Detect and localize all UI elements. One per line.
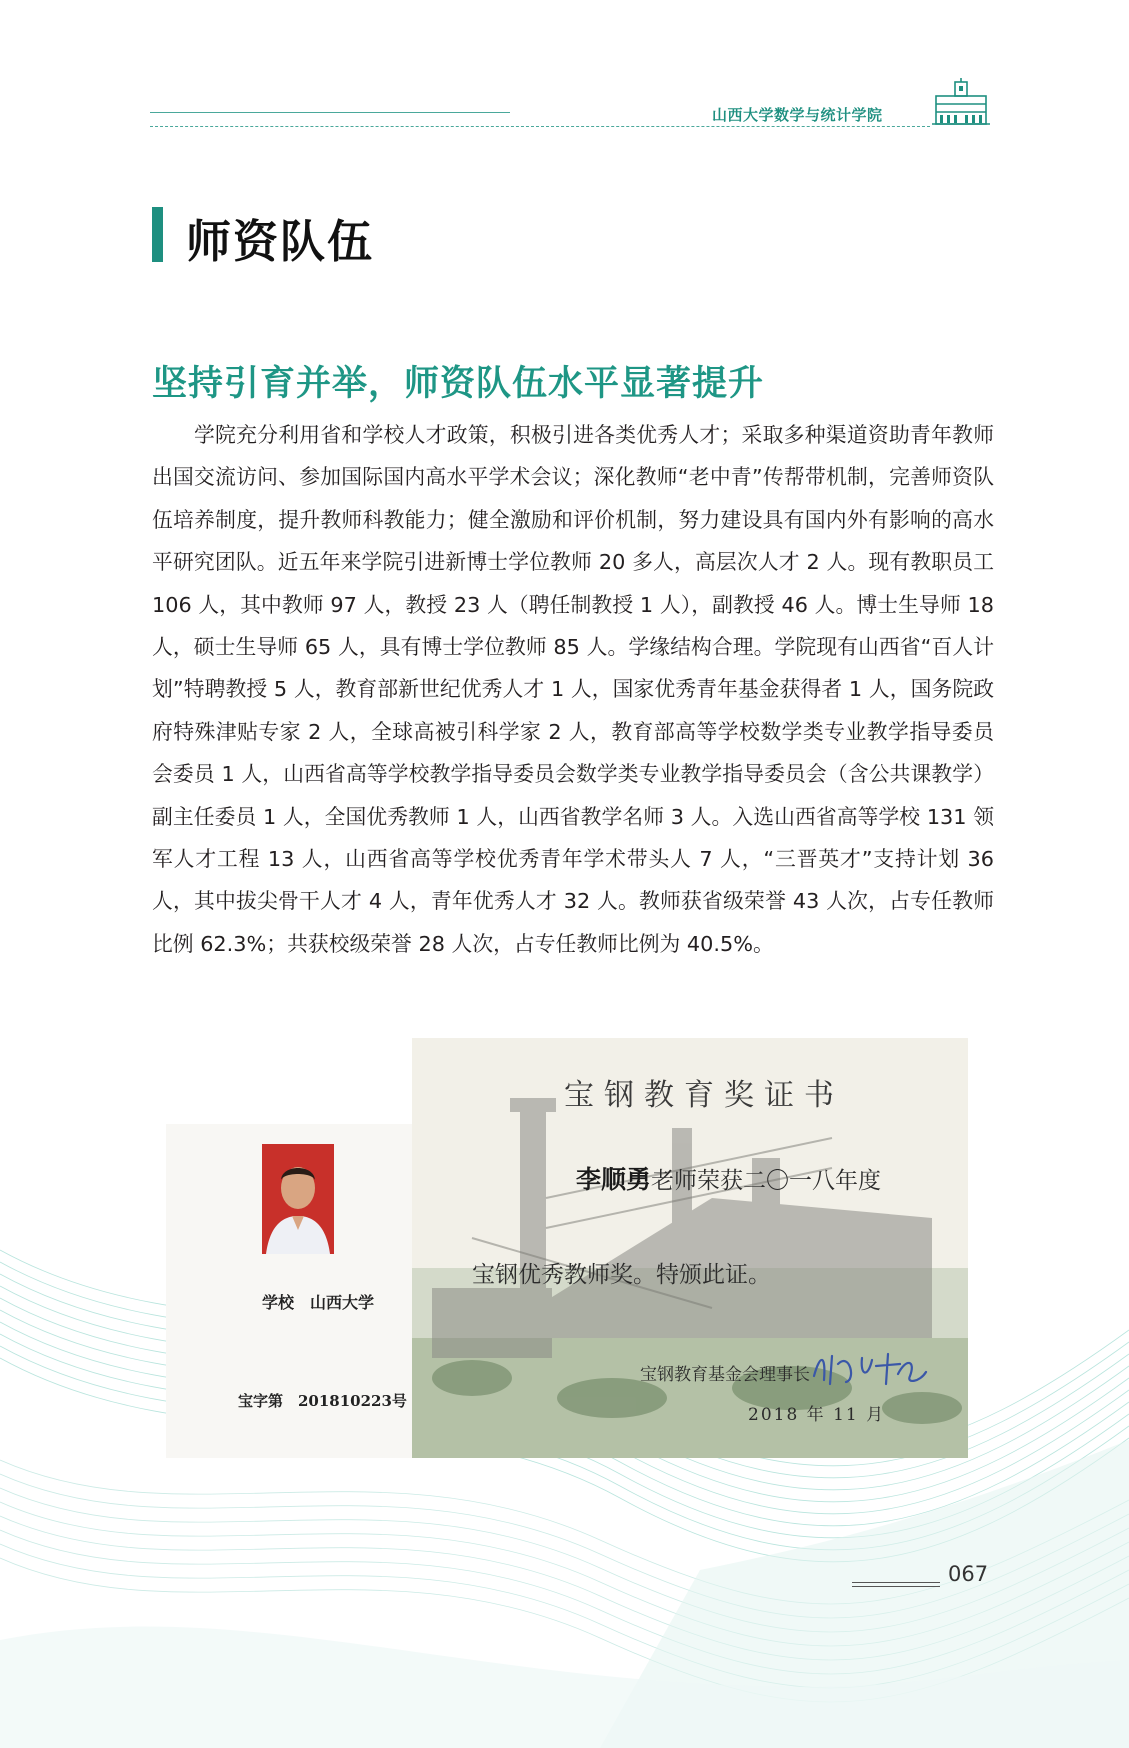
page-number-rule: [852, 1582, 940, 1583]
certificate-recipient: 李顺勇: [576, 1165, 652, 1194]
certificate-award-name: 宝钢优秀教师奖。特颁此证。: [472, 1262, 771, 1288]
header-dashed-rule: [150, 126, 930, 127]
article-subheading: 坚持引育并举，师资队伍水平显著提升: [152, 363, 765, 404]
page-number: 067: [948, 1562, 989, 1586]
certificate-title: 宝钢教育奖证书: [564, 1078, 844, 1113]
certificate-date: 2018 年 11 月: [748, 1405, 886, 1425]
page-number-rule: [852, 1586, 940, 1587]
handwritten-signature: [810, 1346, 930, 1390]
header-rule: [150, 112, 510, 113]
baosteel-certificate: [412, 1038, 968, 1458]
certificate-photo-card: [166, 1124, 412, 1458]
section-title: 师资队伍: [186, 215, 375, 268]
article-paragraph: 学院充分利用省和学校人才政策，积极引进各类优秀人才；采取多种渠道资助青年教师出国交流访问、参加国际国内高水平学术会议；深化教师“老中青”传帮带机制，完善师资队伍培养制度，提升教师科教能力；健全激励和评价机制，努力建设具有国内外有影响的高水平研究团队。近五年来学院引进新博士学位教师 20 多人，高层次人才 2 人。现有教职员工 106 人，其中教师 97 人，教授 23 人（聘任制教授 1 人），副教授 46 人。博士生导师 18 人，硕士生导师 65 人，具有博士学位教师 85 人。学缘结构合理。学院现有山西省“百人计划”特聘教授 5 人，教育部新世纪优秀人才 1 人，国家优秀青年基金获得者 1 人，国务院政府特殊津贴专家 2 人，全球高被引科学家 2 人，教育部高等学校数学类专业教学指导委员会委员 1 人，山西省高等学校教学指导委员会数学类专业教学指导委员会（含公共课教学）副主任委员 1 人，全国优秀教师 1 人，山西省教学名师 3 人。入选山西省高等学校 131 领军人才工程 13 人，山西省高等学校优秀青年学术带头人 7 人，“三晋英才”支持计划 36 人，其中拔尖骨干人才 4 人，青年优秀人才 32 人。教师获省级荣誉 43 人次，占专任教师比例 62.3%；共获校级荣誉 28 人次，占专任教师比例为 40.5%。: [152, 423, 994, 956]
certificate-award-text: 老师荣获二〇一八年度: [651, 1168, 882, 1194]
certificate-school: 学校 山西大学: [262, 1293, 375, 1312]
header-school-name: 山西大学数学与统计学院: [712, 106, 883, 124]
certificate-number: 宝字第 201810223号: [238, 1392, 407, 1410]
section-title-bar: [152, 207, 163, 262]
certificate-signer: 宝钢教育基金会理事长: [640, 1365, 810, 1385]
certificate-award-line: [576, 1160, 881, 1196]
portrait-photo: [262, 1144, 334, 1254]
university-building-icon: [930, 78, 992, 128]
